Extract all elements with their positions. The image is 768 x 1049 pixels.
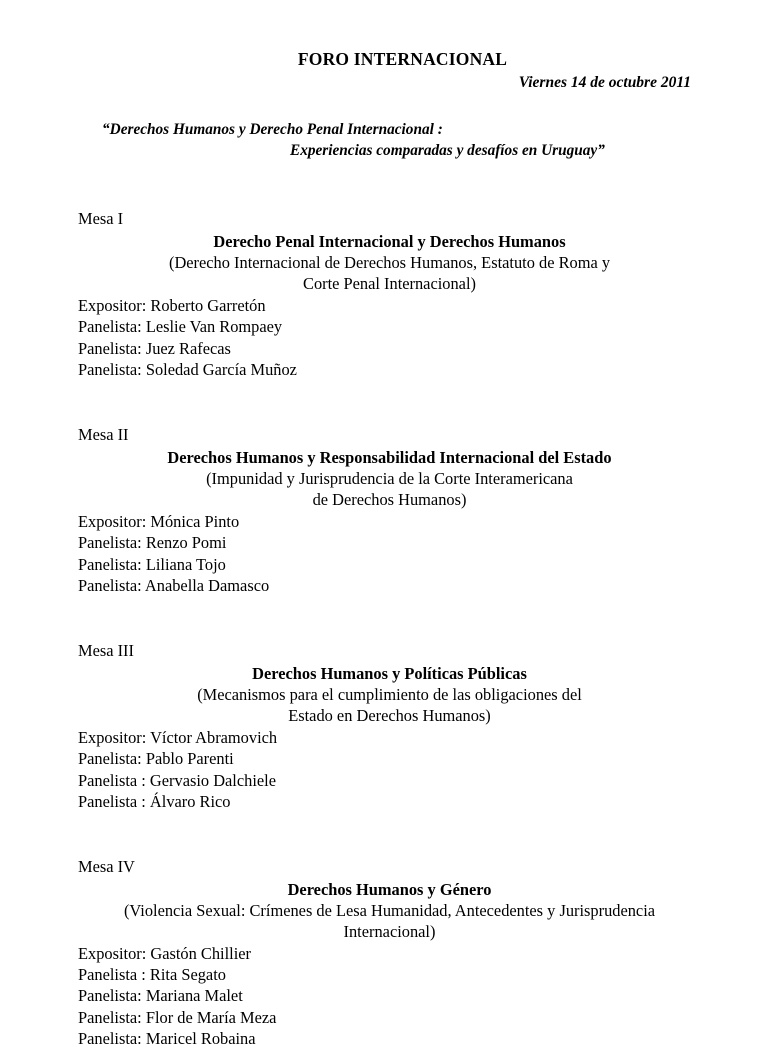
list-item: Panelista : Álvaro Rico xyxy=(78,791,231,811)
event-date: Viernes 14 de octubre 2011 xyxy=(518,74,691,92)
page-title: FORO INTERNACIONAL xyxy=(297,49,508,69)
mesa-heading: Derechos Humanos y Políticas Públicas xyxy=(252,664,527,684)
mesa-scope-line-2: Corte Penal Internacional) xyxy=(303,274,476,294)
list-item: Panelista : Rita Segato xyxy=(78,965,226,985)
subtitle-line-1: “Derechos Humanos y Derecho Penal Internacional : xyxy=(102,120,443,138)
mesa-scope xyxy=(78,252,713,294)
mesa-scope-line-1: (Impunidad y Jurisprudencia de la Corte Interamericana xyxy=(206,469,573,489)
mesa-section-4 xyxy=(78,856,713,1049)
document-header xyxy=(78,48,713,162)
list-item: Panelista: Flor de María Meza xyxy=(78,1007,277,1027)
mesa-scope-line-1: (Mecanismos para el cumplimiento de las obligaciones del xyxy=(197,685,582,705)
list-item: Panelista: Leslie Van Rompaey xyxy=(78,317,283,337)
mesa-label: Mesa II xyxy=(78,424,129,444)
mesa-scope-line-2: Internacional) xyxy=(343,922,436,942)
subtitle-line-2: Experiencias comparadas y desafíos en Uruguay” xyxy=(290,142,605,160)
mesa-section-2 xyxy=(78,424,713,596)
mesa-scope xyxy=(78,684,713,726)
list-item: Expositor: Víctor Abramovich xyxy=(78,728,278,748)
list-item: Expositor: Roberto Garretón xyxy=(78,296,266,316)
list-item: Panelista: Soledad García Muñoz xyxy=(78,359,297,379)
document-subtitle xyxy=(78,119,713,162)
list-item: Panelista: Maricel Robaina xyxy=(78,1028,256,1048)
mesa-scope-line-2: Estado en Derechos Humanos) xyxy=(288,706,491,726)
mesa-label: Mesa III xyxy=(78,640,134,660)
mesa-scope-line-2: de Derechos Humanos) xyxy=(312,490,467,510)
mesa-heading: Derecho Penal Internacional y Derechos Humanos xyxy=(213,232,566,252)
mesa-participant-list xyxy=(78,943,713,1049)
list-item: Panelista : Gervasio Dalchiele xyxy=(78,770,276,790)
list-item: Panelista: Liliana Tojo xyxy=(78,554,226,574)
mesa-participant-list xyxy=(78,295,713,380)
mesa-section-3 xyxy=(78,640,713,812)
mesa-label: Mesa I xyxy=(78,208,124,228)
mesa-scope-line-1: (Derecho Internacional de Derechos Humanos, Estatuto de Roma y xyxy=(168,253,611,273)
mesa-heading: Derechos Humanos y Género xyxy=(287,880,492,900)
mesa-participant-list xyxy=(78,511,713,596)
list-item: Panelista: Anabella Damasco xyxy=(78,575,270,595)
mesa-scope xyxy=(78,900,713,942)
mesa-label: Mesa IV xyxy=(78,856,135,876)
mesa-scope xyxy=(78,468,713,510)
list-item: Panelista: Mariana Malet xyxy=(78,986,243,1006)
mesa-section-1 xyxy=(78,208,713,380)
list-item: Expositor: Gastón Chillier xyxy=(78,944,251,964)
list-item: Expositor: Mónica Pinto xyxy=(78,512,240,532)
mesa-participant-list xyxy=(78,727,713,812)
mesa-heading: Derechos Humanos y Responsabilidad Internacional del Estado xyxy=(167,448,612,468)
mesa-scope-line-1: (Violencia Sexual: Crímenes de Lesa Humanidad, Antecedentes y Jurisprudencia xyxy=(123,901,656,921)
list-item: Panelista: Pablo Parenti xyxy=(78,749,234,769)
list-item: Panelista: Renzo Pomi xyxy=(78,533,227,553)
list-item: Panelista: Juez Rafecas xyxy=(78,338,231,358)
